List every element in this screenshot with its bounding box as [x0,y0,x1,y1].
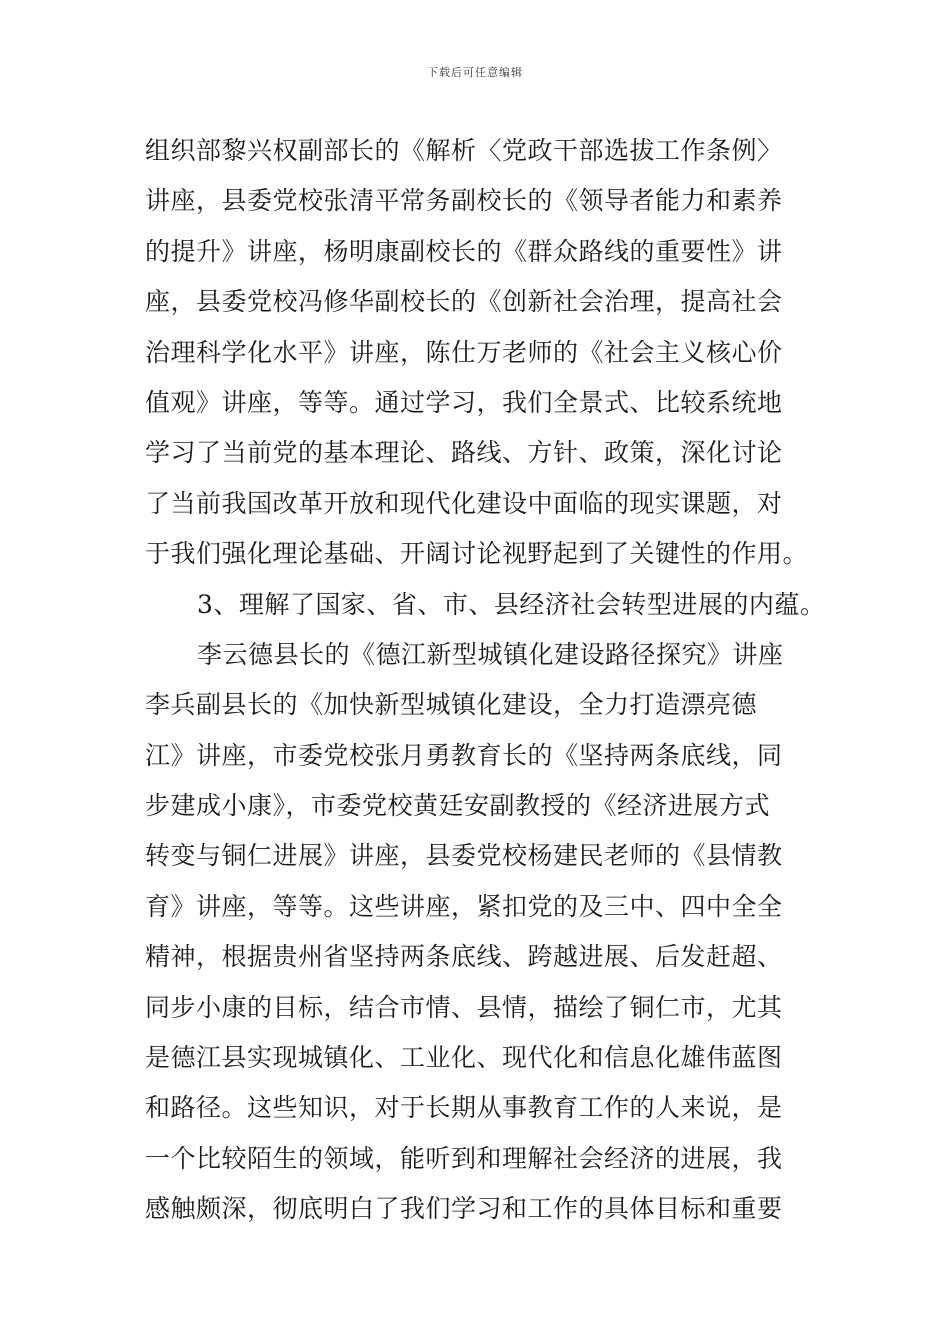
text-line: 是德江县实现城镇化、工业化、现代化和信息化雄伟蓝图 [145,1043,783,1073]
text-line: 的提升》讲座，杨明康副校长的《群众路线的重要性》讲 [145,236,783,266]
text-line: 座，县委党校冯修华副校长的《创新社会治理，提高社会 [145,287,783,317]
text-line: 感触颇深，彻底明白了我们学习和工作的具体目标和重要 [145,1194,783,1224]
paragraph-start-line: 李云德县长的《德江新型城镇化建设路径探究》讲座 [197,639,784,669]
text-line: 育》讲座，等等。这些讲座，紧扣党的及三中、四中全全 [145,891,783,921]
page-header-note: 下载后可任意编辑 [427,66,523,79]
text-line: 一个比较陌生的领域，能听到和理解社会经济的进展，我 [145,1143,783,1173]
text-line: 步建成小康》，市委党校黄廷安副教授的《经济进展方式 [145,791,771,821]
section-heading-line: 3、理解了国家、省、市、县经济社会转型进展的内蕴。 [197,589,826,619]
text-line: 了当前我国改革开放和现代化建设中面临的现实课题，对 [145,488,783,518]
text-line: 转变与铜仁进展》讲座，县委党校杨建民老师的《县情教 [145,841,783,871]
document-body [145,126,826,1235]
text-line: 治理科学化水平》讲座，陈仕万老师的《社会主义核心价 [145,337,783,367]
text-line: 值观》讲座，等等。通过学习，我们全景式、比较系统地 [145,387,783,417]
text-line: 组织部黎兴权副部长的《解析〈党政干部选拔工作条例〉 [145,136,783,165]
text-line: 学习了当前党的基本理论、路线、方针、政策，深化讨论 [145,438,783,468]
text-line: 于我们强化理论基础、开阔讨论视野起到了关键性的作用。 [145,539,809,569]
text-line: 讲座，县委党校张清平常务副校长的《领导者能力和素养 [145,186,783,216]
text-line: 李兵副县长的《加快新型城镇化建设，全力打造漂亮德 [145,690,758,720]
text-line: 和路径。这些知识，对于长期从事教育工作的人来说，是 [145,1093,783,1123]
text-line: 同步小康的目标，结合市情、县情，描绘了铜仁市，尤其 [145,992,783,1022]
text-line: 江》讲座，市委党校张月勇教育长的《坚持两条底线，同 [145,740,783,770]
text-line: 精神，根据贵州省坚持两条底线、跨越进展、后发赶超、 [145,942,783,972]
